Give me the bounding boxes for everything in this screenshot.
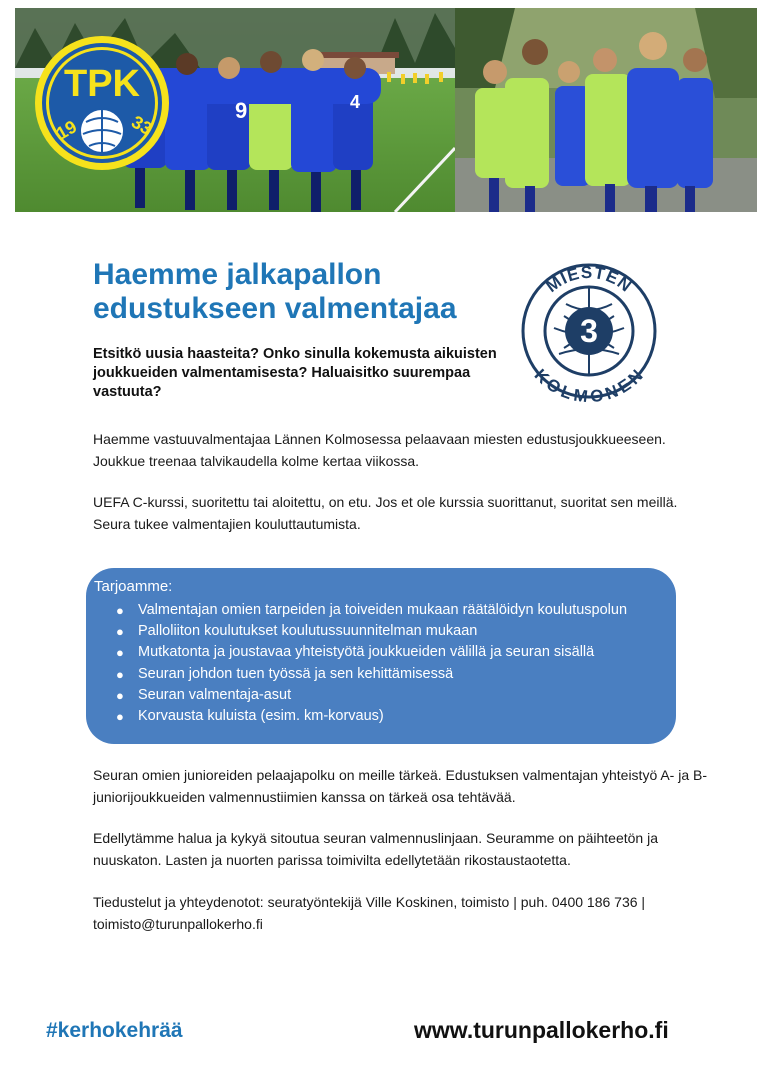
list-item: ● Valmentajan omien tarpeiden ja toiveiden mukaan räätälöidyn koulutuspolun [86,600,627,621]
svg-text:KOLMONEN: KOLMONEN [530,365,648,406]
svg-text:TPK: TPK [64,63,140,105]
list-item: ● Seuran valmentaja-asut [86,685,627,706]
offer-list [86,600,627,727]
list-item: ● Palloliiton koulutukset koulutussuunnitelman mukaan [86,621,627,642]
miesten-kolmonen-logo [514,256,664,406]
list-item: ● Seuran johdon tuen työssä ja sen kehittämisessä [86,664,627,685]
list-item: ● Mutkatonta ja joustavaa yhteistyötä joukkueiden välillä ja seuran sisällä [86,642,627,663]
bullet-icon: ● [116,603,124,618]
website-link[interactable]: www.turunpallokerho.fi [414,1017,669,1043]
svg-text:MIESTEN: MIESTEN [542,262,636,297]
contact-paragraph: Tiedustelut ja yhteydenotot: seuratyöntekijä Ville Koskinen, toimisto | puh. 0400 186 736 | toimisto@turunpallokerho.fi [93,894,646,932]
svg-text:3: 3 [580,313,598,349]
svg-text:9: 9 [235,98,248,123]
hashtag-text: #kerhokehrää [46,1019,183,1042]
requirements-paragraph: Edellytämme halua ja kykyä sitoutua seuran valmennuslinjaan. Seuramme on päihteetön ja nuuskaton. Lasten ja nuorten parissa toimivilta edellytetään rikostaustaotetta. [93,830,658,868]
svg-text:33: 33 [128,111,156,139]
hero-banner [15,8,757,212]
lead-text: Etsitkö uusia haasteita? Onko sinulla kokemusta aikuisten joukkueiden valmentamisesta? Haluaisitko suurempaa vastuuta? [93,346,497,400]
list-item: ● Korvausta kuluista (esim. km-korvaus) [86,706,627,727]
players-bibs-photo [455,8,757,212]
junior-path-paragraph: Seuran omien junioreiden pelaajapolku on meille tärkeä. Edustuksen valmentajan yhteistyö A- ja B-juniorijoukkueiden valmennustiimien kanssa on tärkeä osa tehtävää. [93,767,708,805]
bullet-icon: ● [116,687,124,703]
svg-text:4: 4 [350,92,361,112]
svg-text:19: 19 [52,116,81,144]
bullet-icon: ● [116,709,124,725]
offer-box [86,568,676,744]
bullet-icon: ● [116,645,124,661]
course-paragraph: UEFA C-kurssi, suoritettu tai aloitettu, on etu. Jos et ole kurssia suorittanut, suoritat sen meillä. Seura tukee valmentajien kouluttautumista. [93,494,678,532]
intro-paragraph: Haemme vastuuvalmentajaa Lännen Kolmosessa pelaavaan miesten edustusjoukkueeseen. Joukkue treenaa talvikaudella kolme kertaa viikossa. [93,431,666,469]
bullet-icon: ● [116,624,124,640]
offer-title: Tarjoamme: [94,578,173,595]
tpk-club-logo [33,34,171,172]
page-title: Haemme jalkapallon edustukseen valmentajaa [93,258,457,325]
bullet-icon: ● [116,666,124,682]
